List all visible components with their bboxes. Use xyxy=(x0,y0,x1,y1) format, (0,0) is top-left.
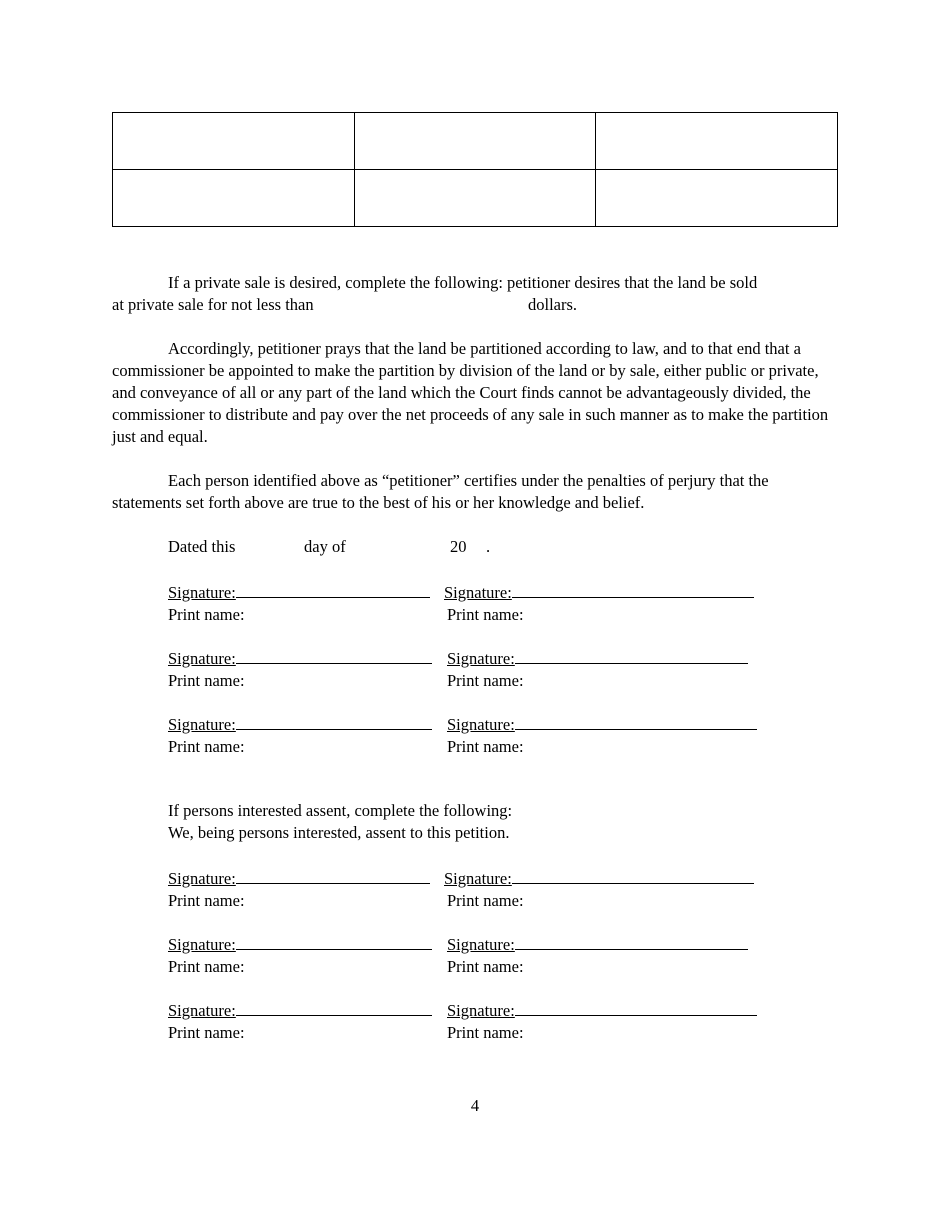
signature-label: Signature: xyxy=(447,649,515,668)
dated-prefix: Dated this xyxy=(168,537,236,556)
signature-label: Signature: xyxy=(444,583,512,602)
signature-line[interactable] xyxy=(236,580,430,598)
signature-block xyxy=(447,712,757,758)
table-cell xyxy=(354,113,596,170)
print-name-label: Print name: xyxy=(447,671,524,690)
print-name-label: Print name: xyxy=(447,1023,524,1042)
signature-block xyxy=(447,646,748,692)
signature-label: Signature: xyxy=(447,1001,515,1020)
prayer-paragraph xyxy=(112,338,838,448)
signature-label: Signature: xyxy=(447,935,515,954)
dated-year: 20 xyxy=(450,537,467,556)
signature-block xyxy=(168,866,430,912)
prayer-text: Accordingly, petitioner prays that the land be partitioned according to law, and to that end that a commissioner be appointed to make the partition by division of the land or by sale, either public or private, and conveyance of all or any part of the land which the Court finds cannot be advantageously divided, the commissioner to distribute and pay over the net proceeds of any sale in such manner as to make the partition just and equal. xyxy=(112,339,829,446)
certification-paragraph xyxy=(112,470,838,514)
assent-line1: If persons interested assent, complete the following: xyxy=(168,801,513,820)
print-name-label: Print name: xyxy=(447,957,524,976)
signature-block xyxy=(168,646,432,692)
signature-label: Signature: xyxy=(168,649,236,668)
print-name-label: Print name: xyxy=(447,737,524,756)
print-name-label: Print name: xyxy=(168,605,245,624)
table-row xyxy=(113,113,838,170)
dated-period: . xyxy=(486,537,491,556)
table-cell xyxy=(113,170,355,227)
signature-line[interactable] xyxy=(515,646,748,664)
table-cell xyxy=(354,170,596,227)
signature-line[interactable] xyxy=(515,998,757,1016)
print-name-label: Print name: xyxy=(168,1023,245,1042)
signature-block xyxy=(444,580,754,626)
print-name-label: Print name: xyxy=(168,737,245,756)
signature-line[interactable] xyxy=(236,866,430,884)
print-name-label: Print name: xyxy=(168,891,245,910)
signature-line[interactable] xyxy=(236,712,432,730)
table-cell xyxy=(596,113,838,170)
signature-line[interactable] xyxy=(236,932,432,950)
private-sale-line2-suffix: dollars. xyxy=(528,295,578,314)
signature-label: Signature: xyxy=(444,869,512,888)
signature-line[interactable] xyxy=(515,932,748,950)
print-name-label: Print name: xyxy=(168,671,245,690)
page-number: 4 xyxy=(470,1096,480,1115)
signature-block xyxy=(168,712,432,758)
signature-label: Signature: xyxy=(168,715,236,734)
signature-line[interactable] xyxy=(236,646,432,664)
signature-label: Signature: xyxy=(168,935,236,954)
signature-label: Signature: xyxy=(168,583,236,602)
print-name-label: Print name: xyxy=(447,605,524,624)
signature-label: Signature: xyxy=(168,1001,236,1020)
dated-day-of: day of xyxy=(304,537,346,556)
assent-line2: We, being persons interested, assent to this petition. xyxy=(168,823,510,842)
print-name-label: Print name: xyxy=(447,891,524,910)
certification-text: Each person identified above as “petitioner” certifies under the penalties of perjury that the statements set forth above are true to the best of his or her knowledge and belief. xyxy=(112,471,769,512)
table-cell xyxy=(113,113,355,170)
signature-block xyxy=(168,998,432,1044)
signature-block xyxy=(168,580,430,626)
private-sale-line2-prefix: at private sale for not less than xyxy=(112,295,314,314)
print-name-label: Print name: xyxy=(168,957,245,976)
signature-block xyxy=(444,866,754,912)
signature-line[interactable] xyxy=(515,712,757,730)
signature-label: Signature: xyxy=(168,869,236,888)
signature-block xyxy=(447,998,757,1044)
signature-block xyxy=(168,932,432,978)
table-row xyxy=(113,170,838,227)
signature-line[interactable] xyxy=(512,580,754,598)
signature-line[interactable] xyxy=(236,998,432,1016)
party-table xyxy=(112,112,838,227)
signature-label: Signature: xyxy=(447,715,515,734)
private-sale-line1: If a private sale is desired, complete the following: petitioner desires that the land be sold xyxy=(168,273,758,292)
table-cell xyxy=(596,170,838,227)
signature-block xyxy=(447,932,748,978)
signature-line[interactable] xyxy=(512,866,754,884)
